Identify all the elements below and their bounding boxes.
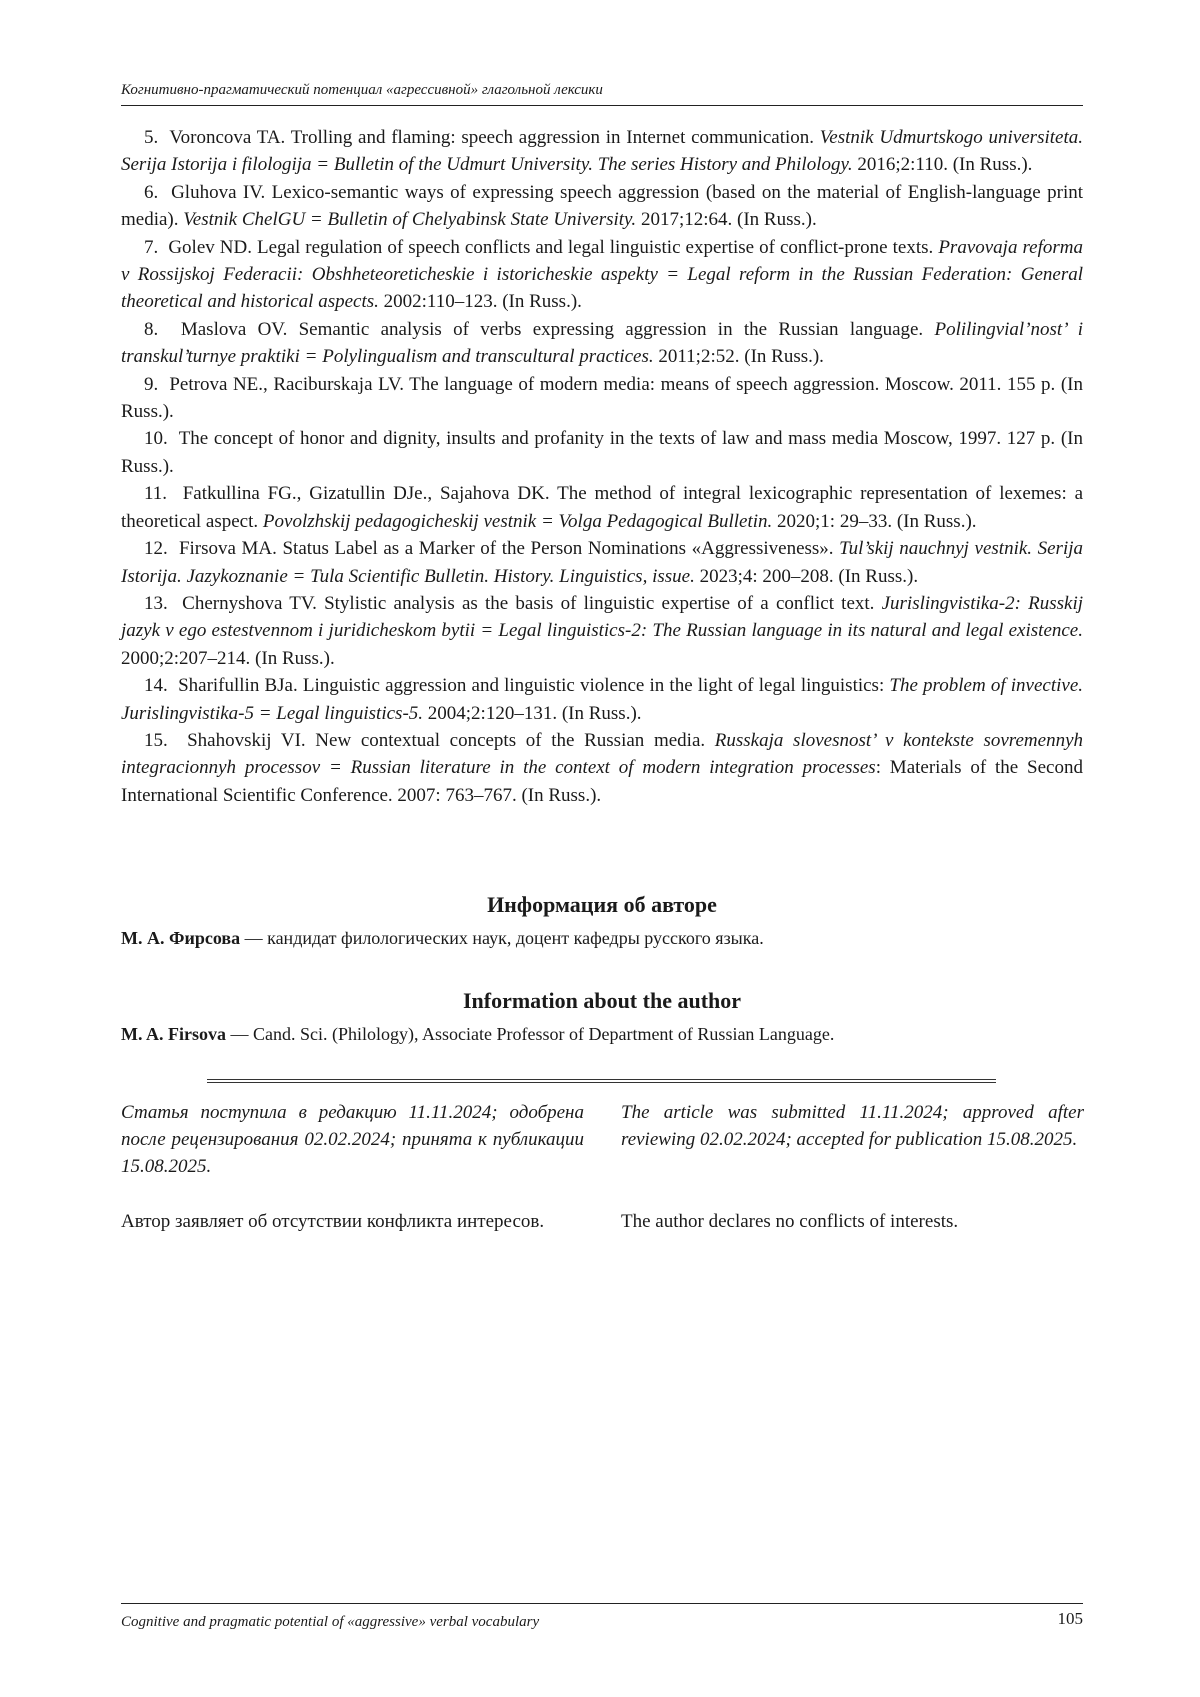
author-desc-ru: — кандидат филологических наук, доцент кафедры русского языка. bbox=[240, 928, 764, 948]
reference-item: 14. Sharifullin BJa. Linguistic aggression and linguistic violence in the light of legal linguistics: The problem of invective. Jurislingvistika-5 = Legal linguistics-5. 2004;2:120–131. (In Russ.). bbox=[121, 675, 1084, 724]
reference-item: 5. Voroncova TA. Trolling and flaming: speech aggression in Internet communication. Vestnik Udmurtskogo universiteta. Serija Istorija i filologija = Bulletin of the Udmurt University. The series History and Philology. 2016;2:110. (In Russ.). bbox=[121, 127, 1083, 176]
reference-list bbox=[121, 124, 1083, 809]
author-info-ru bbox=[121, 926, 1083, 950]
author-name-en: M. A. Firsova bbox=[121, 1024, 226, 1044]
author-info-heading-en: Information about the author bbox=[462, 988, 742, 1013]
reference-item: 9. Petrova NE., Raciburskaja LV. The language of modern media: means of speech aggression. Moscow. 2011. 155 p. (In Russ.). bbox=[121, 373, 1083, 423]
reference-item: 10. The concept of honor and dignity, insults and profanity in the texts of law and mass media Moscow, 1997. 127 p. (In Russ.). bbox=[121, 428, 1083, 477]
reference-item: 6. Gluhova IV. Lexico-semantic ways of expressing speech aggression (based on the material of English-language print media). Vestnik ChelGU = Bulletin of Chelyabinsk State University. 2017;12:64. (In Russ.). bbox=[121, 181, 1084, 231]
section-divider bbox=[207, 1079, 996, 1083]
reference-item: 15. Shahovskij VI. New contextual concepts of the Russian media. Russkaja slovesnost’ v kontekste sovremennyh integracionnyh processov = Russian literature in the context of modern integration processes: Materials of the Second International Scientific Conference. 2007: 763–767. (In Russ.). bbox=[121, 729, 1084, 806]
journal-page bbox=[121, 0, 1083, 1697]
conflict-statement-ru: Автор заявляет об отсутствии конфликта интересов. bbox=[121, 1211, 545, 1232]
reference-item: 12. Firsova MA. Status Label as a Marker of the Person Nominations «Aggressiveness». Tul’skij nauchnyj vestnik. Serija Istorija. Jazykoznanie = Tula Scientific Bulletin. History. Linguistics, issue. 2023;4: 200–208. (In Russ.). bbox=[121, 538, 1084, 587]
page-number: 105 bbox=[1057, 1609, 1083, 1628]
conflict-statement-en: The author declares no conflicts of interests. bbox=[621, 1211, 959, 1232]
running-foot: Cognitive and pragmatic potential of «aggressive» verbal vocabulary bbox=[121, 1614, 540, 1630]
submission-dates-en: The article was submitted 11.11.2024; approved after reviewing 02.02.2024; accepted for publication 15.08.2025. bbox=[621, 1102, 1084, 1150]
author-info-heading-ru: Информация об авторе bbox=[487, 892, 717, 917]
author-desc-en: — Cand. Sci. (Philology), Associate Professor of Department of Russian Language. bbox=[226, 1024, 835, 1044]
author-info-en bbox=[121, 1022, 1083, 1046]
author-name-ru: М. А. Фирсова bbox=[121, 928, 241, 948]
running-head: Когнитивно-прагматический потенциал «агрессивной» глагольной лексики bbox=[121, 80, 1083, 106]
reference-item: 8. Maslova OV. Semantic analysis of verbs expressing aggression in the Russian language. Polilingvial’nost’ i transkul’turnye praktiki = Polylingualism and transcultural practices. 2011;2:52. (In Russ.). bbox=[121, 318, 1083, 368]
submission-dates-ru: Статья поступила в редакцию 11.11.2024; одобрена после рецензирования 02.02.2024; принята к публикации 15.08.2025. bbox=[121, 1102, 584, 1177]
reference-item: 7. Golev ND. Legal regulation of speech conflicts and legal linguistic expertise of conflict-prone texts. Pravovaja reforma v Rossijskoj Federacii: Obshheteoreticheskie i istoricheskie aspekty = Legal reform in the Russian Federation: General theoretical and historical aspects. 2002:110–123. (In Russ.). bbox=[121, 236, 1084, 313]
reference-item: 13. Chernyshova TV. Stylistic analysis as the basis of linguistic expertise of a conflict text. Jurislingvistika-2: Russkij jazyk v ego estestvennom i juridicheskom bytii = Legal linguistics-2: The Russian language in its natural and legal existence. 2000;2:207–214. (In Russ.). bbox=[121, 592, 1083, 669]
footer-rule bbox=[121, 1603, 1083, 1604]
reference-item: 11. Fatkullina FG., Gizatullin DJe., Sajahova DK. The method of integral lexicographic representation of lexemes: a theoretical aspect. Povolzhskij pedagogicheskij vestnik = Volga Pedagogical Bulletin. 2020;1: 29–33. (In Russ.). bbox=[121, 483, 1084, 532]
